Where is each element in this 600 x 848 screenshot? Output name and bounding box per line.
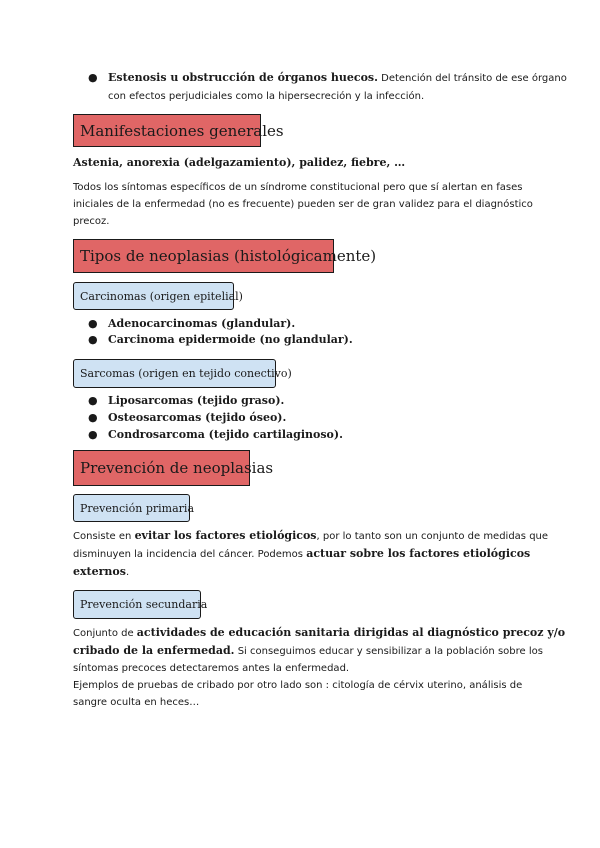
prevencion-secundaria-paragraph: Conjunto de actividades de educación sanitaria dirigidas al diagnóstico precoz y/o cribado de la enfermedad. Si conseguimos educar y sensibilizar a la población sobre los síntomas precoces detectaremos antes la enfermedad. Ejemplos de pruebas de cribado por otro lado son : citología de cérvix uterino, análisis de sangre oculta en heces…: [73, 626, 566, 708]
section-header-tipos: Tipos de neoplasias (histológicamente): [73, 239, 334, 273]
intro-bullet: [88, 70, 567, 87]
bullet-icon: ●: [88, 411, 98, 424]
subheader-prevencion-secundaria: Prevención secundaria: [73, 590, 201, 619]
intro-bullet-line2: con efectos perjudiciales como la hipersecreción y la infección.: [108, 91, 425, 102]
manifestaciones-line-2: iniciales de la enfermedad (no es frecuente) pueden ser de gran validez para el diagnóstico: [73, 199, 533, 210]
intro-bullet-rest: Detención del tránsito de ese órgano: [377, 73, 567, 84]
subheader-sarcomas: Sarcomas (origen en tejido conectivo): [73, 359, 276, 388]
subheader-carcinomas: Carcinomas (origen epitelial): [73, 282, 234, 310]
bullet-icon: ●: [88, 71, 98, 84]
prevencion-primaria-paragraph: Consiste en evitar los factores etiológicos, por lo tanto son un conjunto de medidas que disminuyen la incidencia del cáncer. Podemos actuar sobre los factores etiológicos externos.: [73, 529, 549, 578]
manifestaciones-paragraph: [73, 179, 533, 230]
bullet-icon: ●: [88, 428, 98, 441]
intro-bullet-bold: Estenosis u obstrucción de órganos huecos.: [108, 71, 378, 84]
bullet-icon: ●: [88, 317, 98, 330]
list-item: ● Condrosarcoma (tejido cartilaginoso).: [88, 428, 343, 441]
list-item: ● Adenocarcinomas (glandular).: [88, 317, 296, 330]
bullet-icon: ●: [88, 333, 98, 346]
manifestaciones-line-3: precoz.: [73, 216, 110, 227]
list-item: ● Osteosarcomas (tejido óseo).: [88, 411, 287, 424]
section-header-manifestaciones: Manifestaciones generales: [73, 114, 261, 147]
manifestaciones-line-1: Todos los síntomas específicos de un síndrome constitucional pero que sí alertan en fases: [73, 182, 523, 193]
subheader-prevencion-primaria: Prevención primaria: [73, 494, 190, 522]
section-header-prevencion: Prevención de neoplasias: [73, 450, 250, 486]
manifestaciones-bold-line: Astenia, anorexia (adelgazamiento), palidez, fiebre, …: [73, 156, 406, 169]
bullet-icon: ●: [88, 394, 98, 407]
list-item: ● Liposarcomas (tejido graso).: [88, 394, 285, 407]
list-item: ● Carcinoma epidermoide (no glandular).: [88, 333, 353, 346]
